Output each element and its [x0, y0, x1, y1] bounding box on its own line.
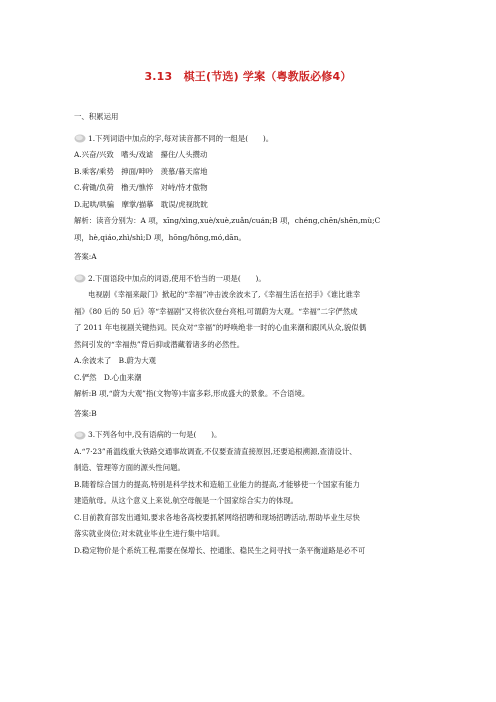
question-3-option-a: A.“7·23”甬温线重大铁路交通事故调查,不仅要查清直接原因,还要追根溯源,查清设计、 — [74, 446, 357, 456]
question-2-stem: 2.下面语段中加点的词语,使用不恰当的一项是( )。 — [74, 271, 426, 288]
question-3-option-b: B.随着综合国力的提高,特别是科学技术和造船工业能力的提高,才能够使一个国家有能力 — [74, 479, 360, 489]
document-title: 3.13 棋王(节选) 学案（粤教版必修4） — [144, 70, 352, 83]
question-3-option-c: C.目前教育部发出通知,要求各地各高校要抓紧网络招聘和现场招聘活动,帮助毕业生尽快 — [74, 512, 360, 522]
question-2-passage-line: 电视剧《幸福来敲门》掀起的“幸福”冲击波余波未了,《幸福生活在招手》《谁比谁幸 — [88, 290, 361, 299]
question-1-stem: 1.下列词语中加点的字,每对读音都不同的一组是( )。 — [74, 131, 426, 148]
question-3-stem: 3.下列各句中,没有语病的一句是( )。 — [74, 427, 426, 444]
question-1-option-b: B.乘客/乘势 抻面/呻吟 羡慕/暮天席地 — [74, 166, 208, 176]
document-body — [74, 109, 426, 559]
question-1-option-d: D.起哄/哄骗 摩掌/描摹 耽误/虎视眈眈 — [74, 199, 208, 209]
question-2-options-ab: A.余波未了 B.蔚为大观 — [74, 356, 156, 365]
question-bullet-icon — [74, 274, 86, 283]
question-2-options-cd: C.俨然 D.心血来潮 — [74, 372, 142, 382]
question-bullet-icon — [74, 134, 86, 143]
question-1-analysis-cont: 项，hè,qiáo,zhì/shì;D 项，hōng/hǒng,mó,dān。 — [74, 232, 246, 242]
question-2-passage-line: 了 2011 年电视剧关键热词。民众对“幸福”的呼唤绝非一时的心血来潮和跟风从众,貌似偶 — [74, 323, 367, 332]
question-2-analysis: 解析:B 项,“蔚为大观”指(文物等)丰富多彩,形成盛大的景象。不合语境。 — [74, 389, 310, 398]
question-2-passage-line: 福》《80 后的 50 后》等“幸福剧”又将依次登台亮相,可谓蔚为大观。“幸福”二字俨然成 — [74, 306, 358, 316]
question-bullet-icon — [74, 431, 86, 440]
question-2-answer: 答案:B — [74, 408, 97, 418]
question-3-option-b-cont: 建造航母。从这个意义上来说,航空母舰是一个国家综合实力的体现。 — [74, 496, 299, 505]
question-1-analysis: 解析：读音分别为：A 项，xīng/xìng,xuè/xuè,zuǎn/cuán;B 项，chéng,chēn/shēn,mù;C — [74, 216, 381, 225]
question-3-option-d: D.稳定物价是个系统工程,需要在保增长、控通胀、稳民生之间寻找一条平衡道路是必不可 — [74, 545, 366, 555]
section-heading: 一、积累运用 — [74, 112, 119, 121]
question-1-option-c: C.荷锄/负荷 橹天/憔悴 对峙/恃才傲物 — [74, 183, 208, 192]
question-3-option-c-cont: 落实就业岗位;对未就业毕业生进行集中培训。 — [74, 529, 225, 538]
question-3-option-a-cont: 制造、管理等方面的源头性问题。 — [74, 463, 185, 472]
question-1-answer: 答案:A — [74, 252, 97, 261]
question-2-passage-line: 然间引发的“幸福热”背后抑或潜藏着诸多的必然性。 — [74, 339, 245, 349]
question-1-option-a: A.兴奋/兴致 嗜头/戏谑 攥住/人头攒动 — [74, 150, 208, 159]
